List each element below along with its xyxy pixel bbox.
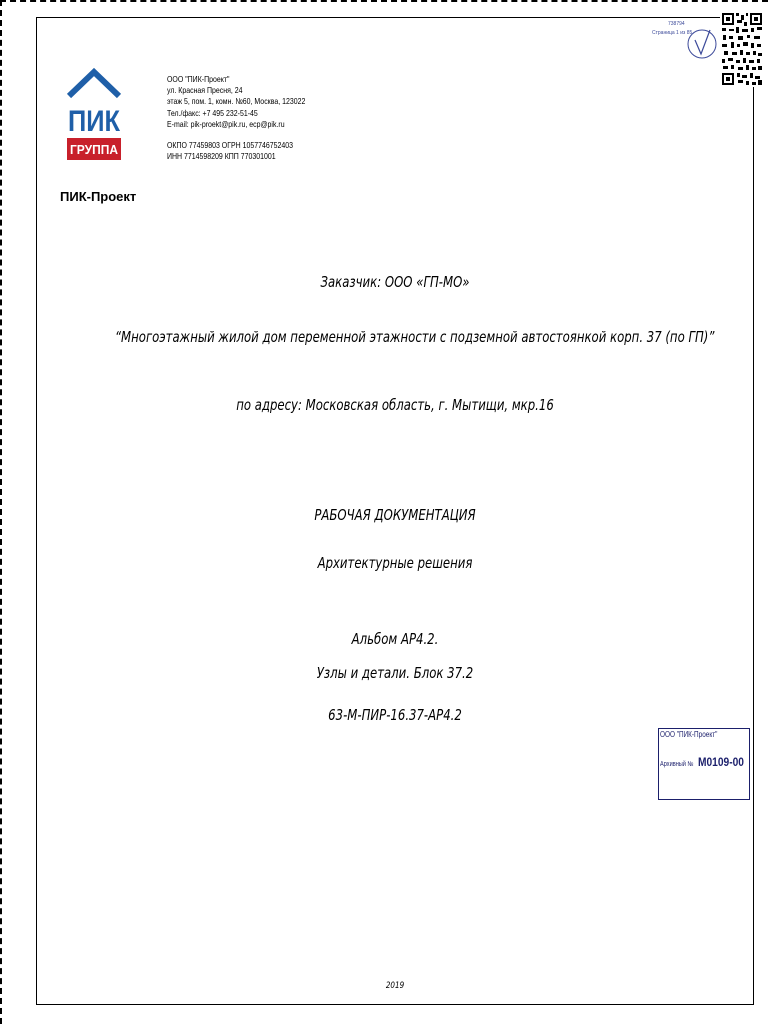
- org-code-line: ОКПО 77459803 ОГРН 1057746752403: [167, 139, 294, 150]
- logo-text-top: ПИК: [68, 105, 121, 138]
- company-name: ПИК-Проект: [60, 189, 137, 204]
- logo-text-bottom: ГРУППА: [70, 142, 119, 157]
- archive-org: ООО "ПИК-Проект": [660, 730, 718, 739]
- org-line: ул. Красная Пресня, 24: [167, 85, 243, 96]
- album-description: Узлы и детали. Блок 37.2: [316, 664, 474, 682]
- archive-label: Архивный №: [660, 761, 694, 768]
- dashed-cut-line-left: [0, 0, 2, 1024]
- document-type: РАБОЧАЯ ДОКУМЕНТАЦИЯ: [314, 506, 476, 524]
- project-title: “Многоэтажный жилой дом переменной этажности с подземной автостоянкой корп. 37 (по ГП)”: [114, 328, 715, 346]
- pik-logo: [67, 68, 121, 162]
- archive-number: М0109-00: [698, 755, 744, 769]
- qr-code-icon: [720, 11, 764, 87]
- org-line: E-mail: pik-proekt@pik.ru, ecp@pik.ru: [167, 118, 285, 129]
- address-line: по адресу: Московская область, г. Мытищи, мкр.16: [236, 396, 554, 414]
- section-name: Архитектурные решения: [317, 554, 473, 572]
- organization-details: [167, 74, 305, 162]
- stamp-page: Страница 1 из 85: [652, 30, 693, 36]
- dashed-cut-line-top: [0, 0, 768, 2]
- stamp-id: 738794: [668, 21, 685, 27]
- customer-line: Заказчик: ООО «ГП-МО»: [320, 273, 470, 291]
- year: 2019: [385, 981, 405, 991]
- org-line: этаж 5, пом. 1, комн. №60, Москва, 123022: [167, 96, 306, 107]
- org-line: ООО "ПИК-Проект": [167, 74, 230, 84]
- org-code-line: ИНН 7714598209 КПП 770301001: [167, 151, 276, 162]
- org-line: Тел./факс: +7 495 232-51-45: [167, 107, 258, 118]
- document-code: 63-М-ПИР-16.37-АР4.2: [328, 706, 462, 724]
- archive-stamp: [658, 728, 750, 800]
- album-number: Альбом АР4.2.: [351, 630, 439, 648]
